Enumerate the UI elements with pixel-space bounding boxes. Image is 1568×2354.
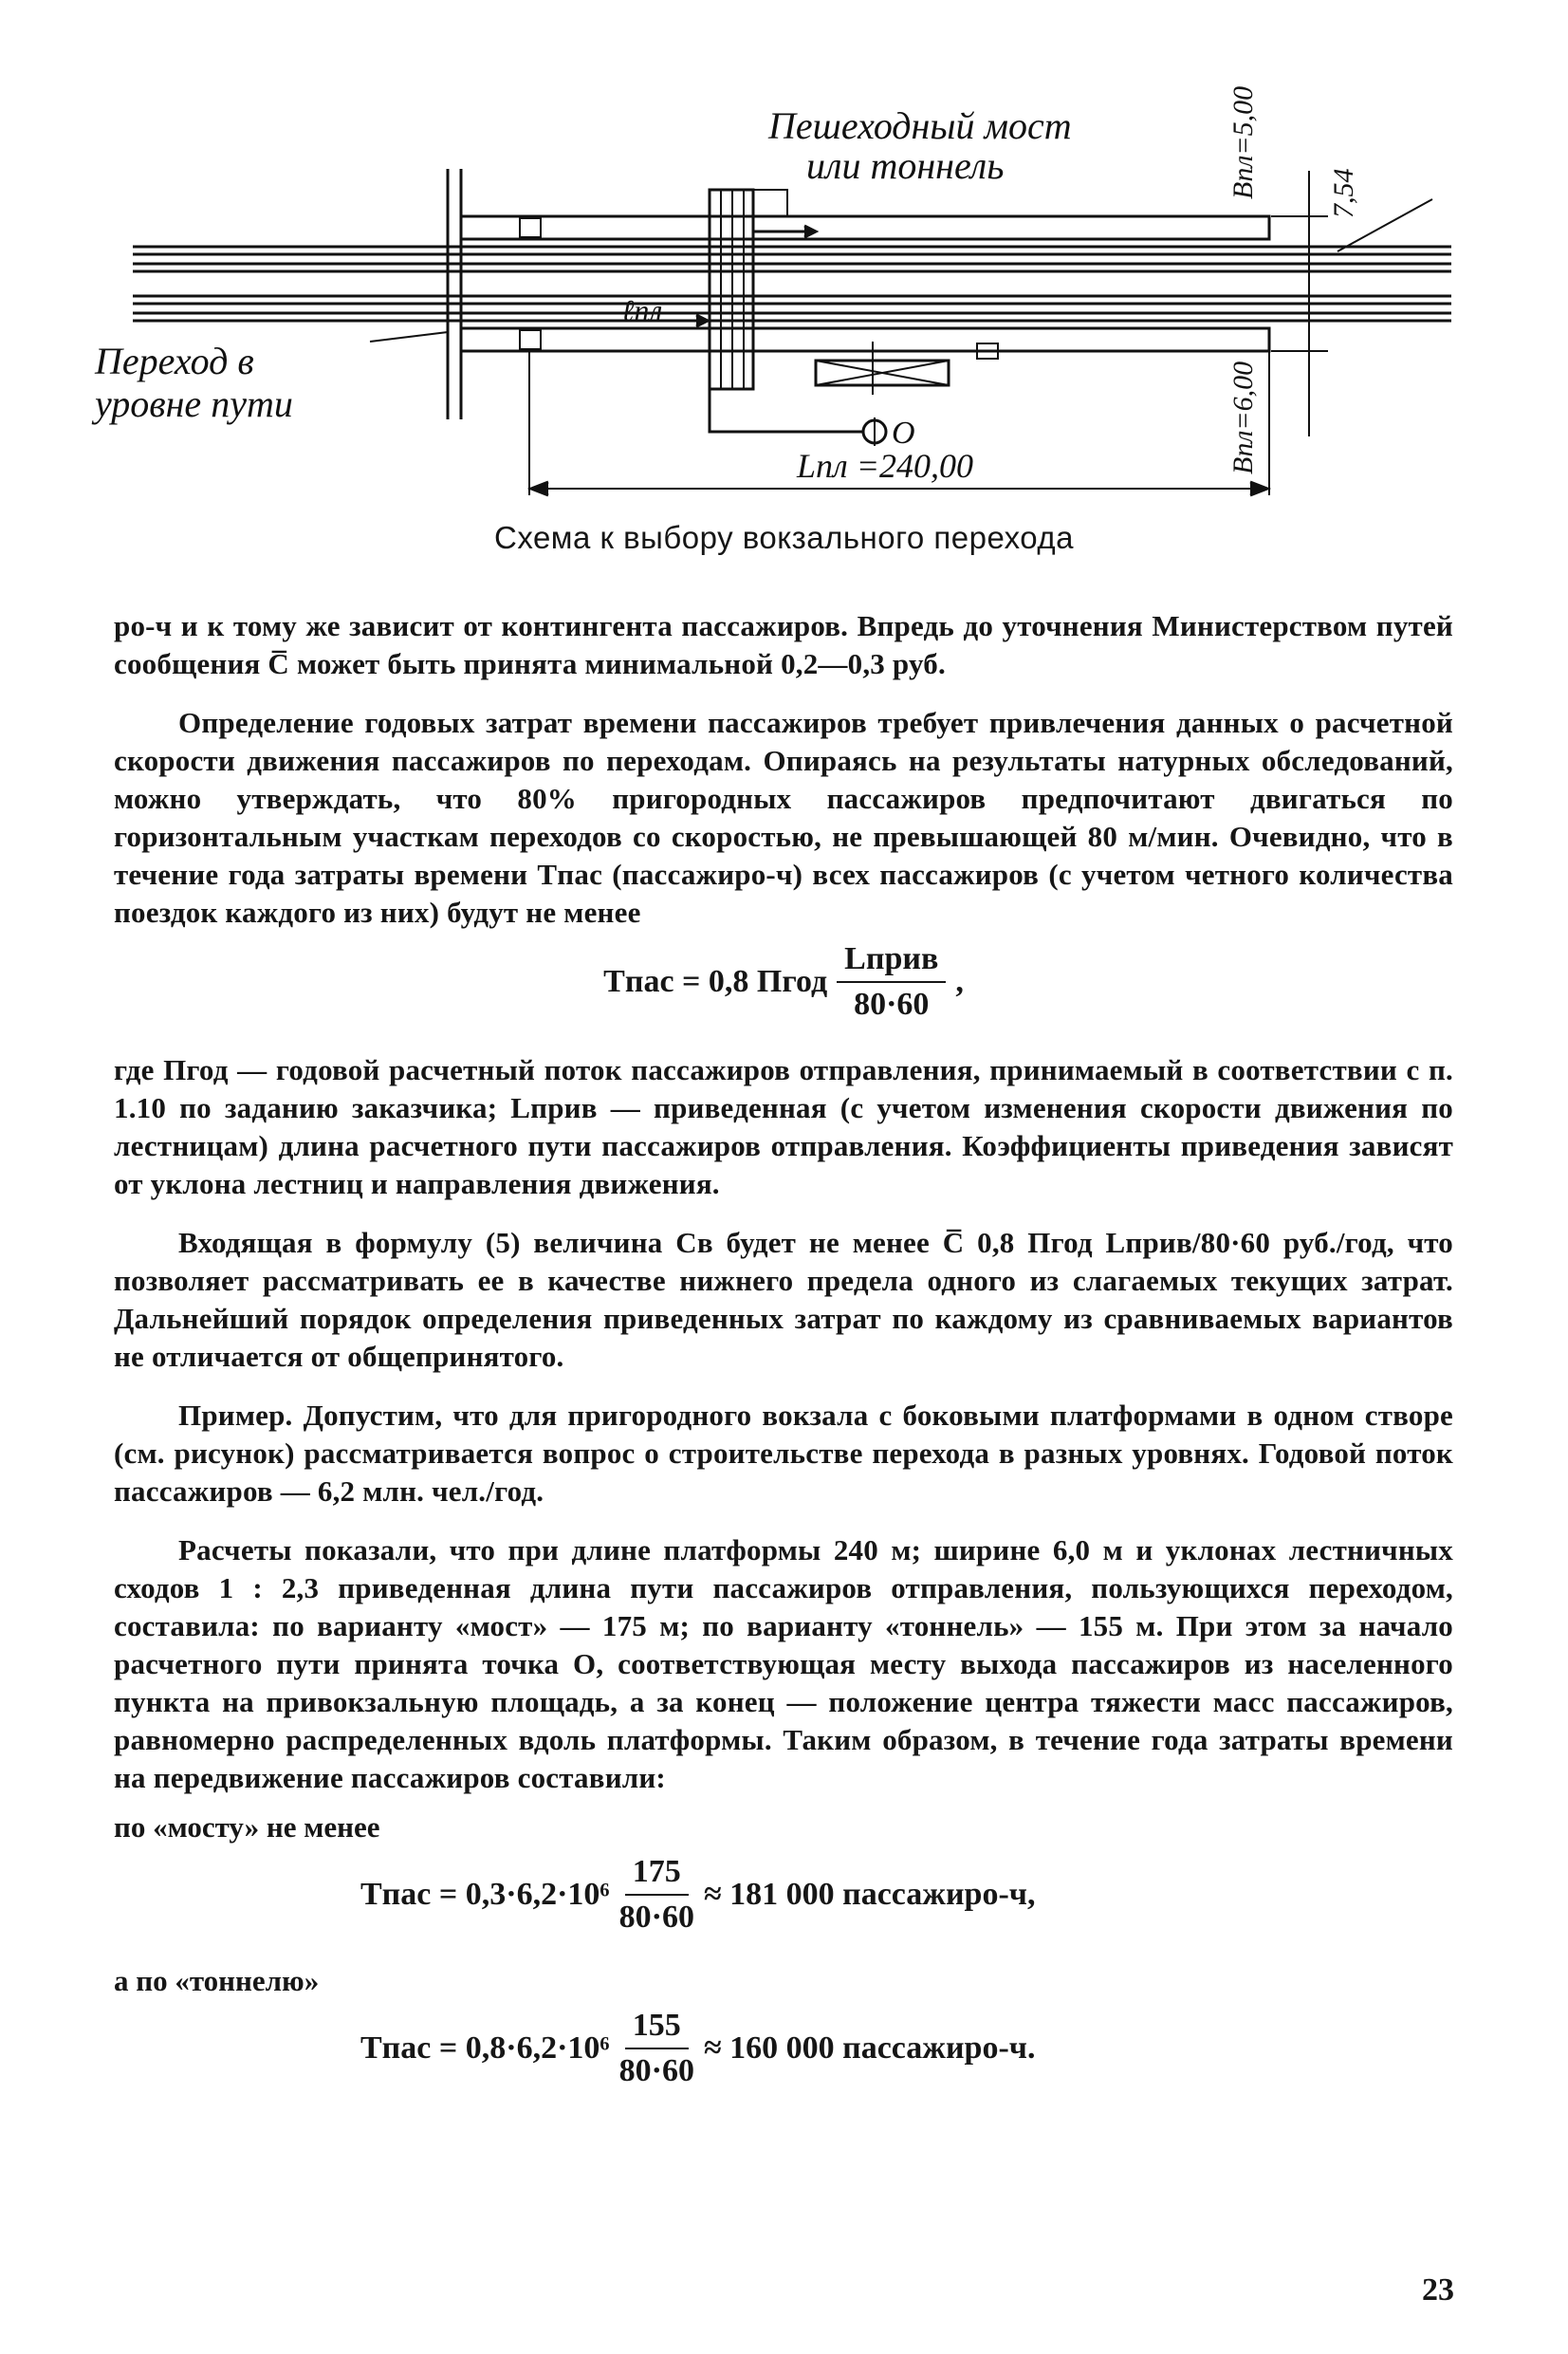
formula-1-numerator: Lприв xyxy=(837,941,946,983)
paragraph-3: где Пгод — годовой расчетный поток пассажиров отправления, принимаемый в соответствии с п. 1.10 по заданию заказчика; Lприв — приведенная (с учетом изменения скорости движения по лестницам) длина расчетного пути пассажиров отправления. Коэффициенты приведения зависят от уклона лестниц и направления движения. xyxy=(114,1053,1453,1200)
formula-bridge-numerator: 175 xyxy=(625,1854,689,1896)
formula-tunnel-lhs: Tпас = 0,8·6,2·10⁶ xyxy=(360,2030,610,2066)
paragraph-1: ро-ч и к тому же зависит от контингента пассажиров. Впредь до уточнения Министерством путей сообщения C̅ может быть принята минимальной 0,2—0,3 руб. xyxy=(114,609,1453,680)
formula-tunnel-fraction xyxy=(619,2008,694,2089)
point-o-label: О xyxy=(892,416,915,451)
formula-tunnel-denominator: 80·60 xyxy=(618,2053,694,2088)
bridge-case-lead: по «мосту» не менее xyxy=(114,1810,380,1844)
formula-tunnel-numerator: 155 xyxy=(625,2008,689,2049)
figure-caption: Схема к выбору вокзального перехода xyxy=(493,520,1075,555)
platform-stair xyxy=(520,330,541,349)
tunnel-case-lead: а по «тоннелю» xyxy=(114,1964,320,1997)
formula-tpas-general xyxy=(114,941,1453,1023)
crossing-label-line2: уровне пути xyxy=(95,382,293,425)
lpl-label: ℓпл xyxy=(621,293,663,327)
upper-platform xyxy=(461,216,1269,239)
formula-1-lhs: Tпас = 0,8 Пгод xyxy=(603,964,828,999)
formula-1-fraction xyxy=(837,941,946,1023)
body-text xyxy=(114,607,1453,2118)
formula-bridge-denominator: 80·60 xyxy=(618,1900,694,1935)
platform-length-label: Lпл =240,00 xyxy=(797,447,974,485)
crossing-label-line1: Переход в xyxy=(95,340,254,382)
lower-platform xyxy=(461,328,1269,351)
formula-1-denominator: 80·60 xyxy=(854,987,930,1022)
formula-bridge-result: ≈ 181 000 пассажиро-ч, xyxy=(703,1877,1036,1912)
formula-tunnel xyxy=(114,2008,1453,2089)
paragraph-5: Пример. Допустим, что для пригородного вокзала с боковыми платформами в одном створе (см. рисунок) рассматривается вопрос о строительстве перехода в разных уровнях. Годовой поток пассажиров — 6,2 млн. чел./год. xyxy=(114,1399,1453,1508)
station-crossing-diagram xyxy=(95,57,1480,531)
formula-bridge-lhs: Tпас = 0,3·6,2·10⁶ xyxy=(360,1877,610,1912)
formula-bridge-fraction xyxy=(619,1854,694,1936)
paragraph-4: Входящая в формулу (5) величина Cв будет не менее C̅ 0,8 Пгод Lприв/80·60 руб./год, что позволяет рассматривать ее в качестве нижнего предела одного из слагаемых текущих затрат. Дальнейший порядок определения приведенных затрат по каждому из сравниваемых вариантов не отличается от общепринятого. xyxy=(114,1226,1453,1373)
lower-platform-width-label: Bпл=6,00 xyxy=(1227,361,1259,474)
bridge-label-line1: Пешеходный мост xyxy=(768,104,1072,147)
page-number: 23 xyxy=(1422,2272,1454,2308)
paragraph-2: Определение годовых затрат времени пассажиров требует привлечения данных о расчетной скорости движения пассажиров по переходам. Опираясь на результаты натурных обследований, можно утверждать, что 80% пригородных пассажиров предпочитают двигаться по горизонтальным участкам переходов со скоростью, не превышающей 80 м/мин. Очевидно, что в течение года затраты времени Tпас (пассажиро-ч) всех пассажиров (с учетом четного количества поездок каждого из них) будут не менее xyxy=(114,706,1453,929)
paragraph-6: Расчеты показали, что при длине платформы 240 м; ширине 6,0 м и уклонах лестничных сходов 1 : 2,3 приведенная длина пути пассажиров отправления, пользующихся переходом, составила: по варианту «мост» — 175 м; по варианту «тоннель» — 155 м. При этом за начало расчетного пути принята точка О, соответствующая месту выхода пассажиров из населенного пункта на привокзальную площадь, а за конец — положение центра тяжести масс пассажиров, равномерно распределенных вдоль платформы. Таким образом, в течение года затраты времени на передвижение пассажиров составили: xyxy=(114,1533,1453,1794)
formula-bridge xyxy=(114,1854,1453,1936)
upper-platform-width-label: Bпл=5,00 xyxy=(1227,85,1259,199)
platform-stair xyxy=(520,218,541,237)
bridge-label-line2: или тоннель xyxy=(806,144,1005,187)
formula-1-tail: , xyxy=(955,964,964,999)
formula-tunnel-result: ≈ 160 000 пассажиро-ч. xyxy=(703,2030,1036,2066)
track-spacing-label: 7,54 xyxy=(1328,168,1359,218)
